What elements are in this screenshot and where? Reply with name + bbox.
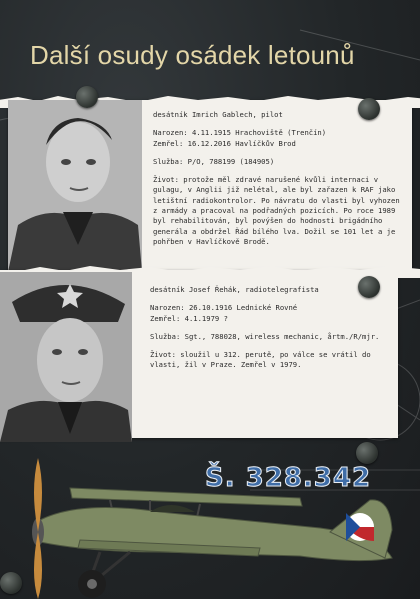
crew-died: Zemřel: 16.12.2016 Havlíčkův Brod [153, 138, 296, 148]
crew-life: Život: protože měl zdravé narušené kvůli internaci v gulagu, v Anglii již nelétal, ale byl zařazen k RAF jako letištní radiokontrolor. Po návratu do vlasti byl vyhozen z armády a pracoval na podřadných pozicích. Po roce 1989 byl rehabilitován, byl povýšen do hodnosti brigádního generála a obdržel Řád bílého lva. Dožil se 101 let a je pohřben v Havlíčkově Brodě. [153, 175, 400, 246]
crew-service: Služba: Sgt., 788028, wireless mechanic, årtm./R/mjr. [150, 331, 380, 341]
crew-heading: desátník Imrich Gablech, pilot [153, 110, 283, 119]
page-title: Další osudy osádek letounů [30, 40, 355, 70]
pin-icon [358, 98, 380, 120]
pin-icon [358, 276, 380, 298]
pin-icon [76, 86, 98, 108]
portrait-rehak [0, 272, 132, 442]
aircraft-registration: Š. 328.342 [205, 463, 372, 493]
crew-service: Služba: P/O, 788199 (184905) [153, 156, 275, 166]
crew-life: Život: sloužil u 312. perutě, po válce se vrátil do vlasti, žil v Praze. Zemřel v 1979. [150, 350, 371, 370]
crew-text-gablech [153, 110, 405, 247]
crew-born: Narozen: 26.10.1916 Lednické Rovné [150, 303, 298, 313]
crew-text-rehak [150, 285, 390, 371]
crew-died: Zemřel: 4.1.1979 ? [150, 313, 228, 323]
crew-heading: desátník Josef Řehák, radiotelegrafista [150, 285, 319, 294]
crew-born: Narozen: 4.11.1915 Hrachoviště (Trenčín) [153, 128, 327, 138]
portrait-gablech [8, 100, 142, 272]
